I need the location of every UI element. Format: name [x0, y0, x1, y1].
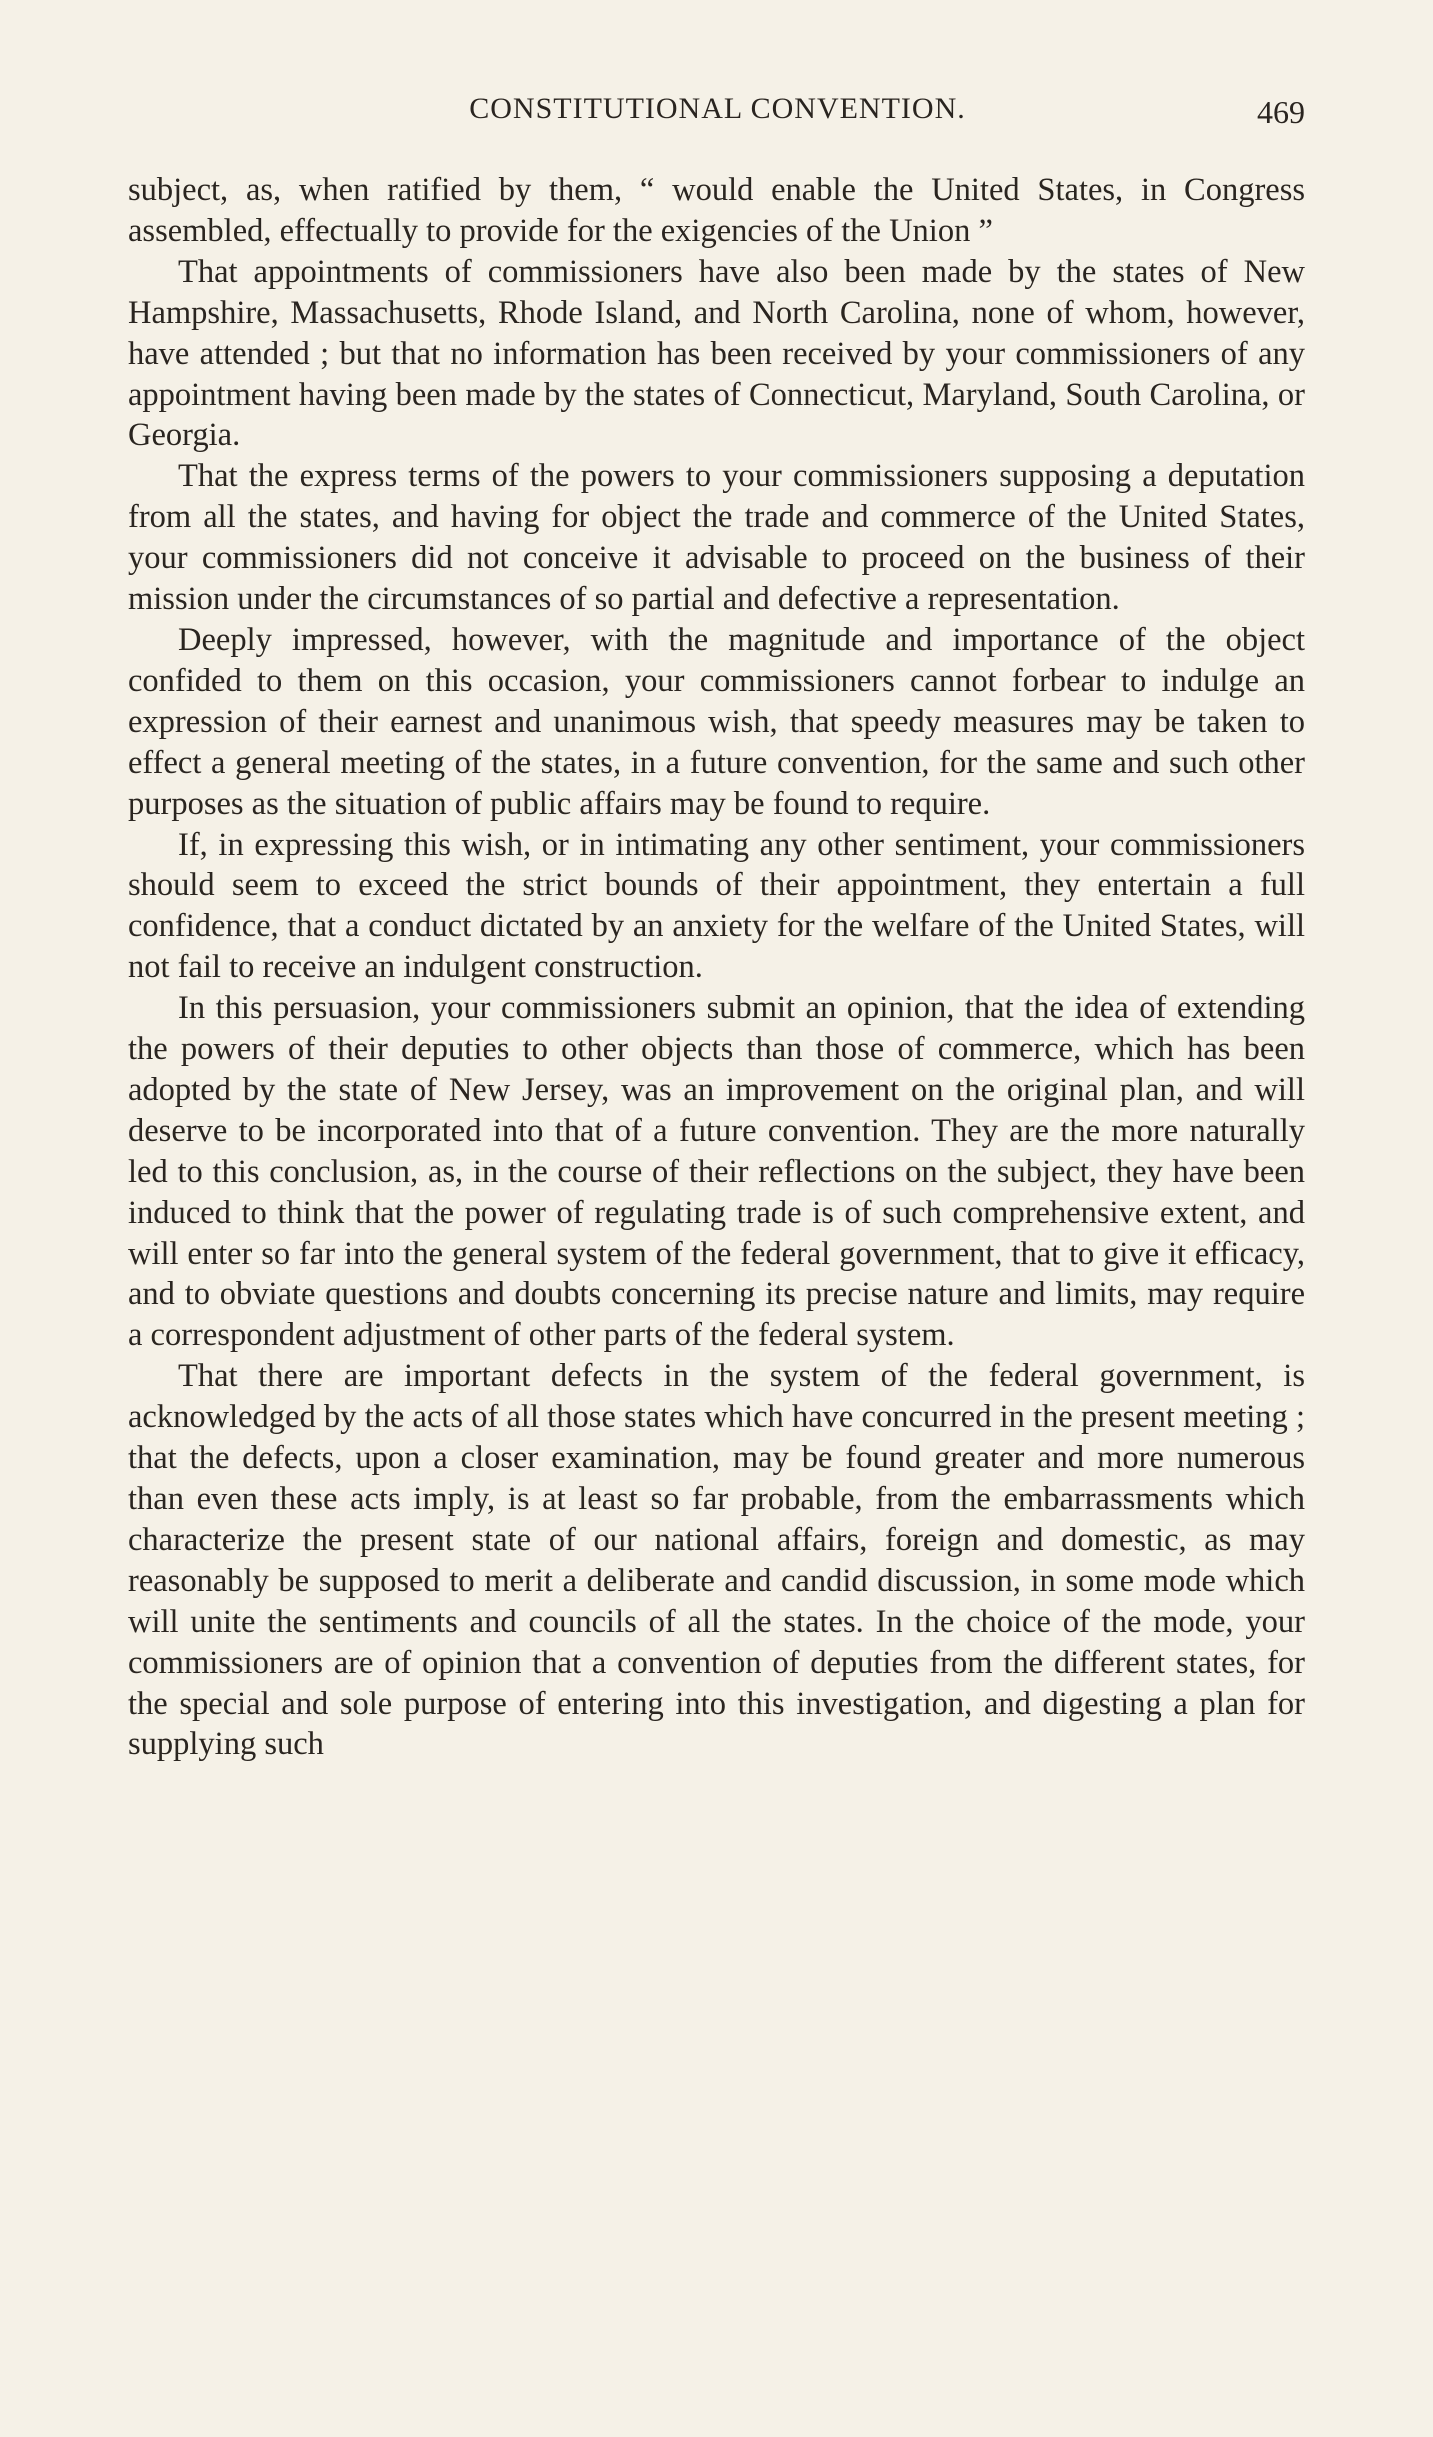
- paragraph: Deeply impressed, however, with the magnitude and importance of the object confided to them on this occasion, your commissioners cannot forbear to indulge an expression of their earnest and unanimous wish, that speedy measures may be taken to effect a general meeting of the states, in a future convention, for the same and such other purposes as the situation of public affairs may be found to require.: [128, 621, 1305, 822]
- running-title: CONSTITUTIONAL CONVENTION.: [469, 92, 966, 125]
- page-header: [130, 88, 1305, 138]
- body-text: [128, 170, 1305, 1765]
- paragraph: subject, as, when ratified by them, “ would enable the United States, in Congress assembled, effectually to provide for the exigencies of the Union ”: [128, 172, 1305, 249]
- paragraph: That there are important defects in the system of the federal government, is acknowledged by the acts of all those states which have concurred in the present meeting ; that the defects, upon a closer examination, may be found greater and more numerous than even these acts imply, is at least so far probable, from the embarrassments which characterize the present state of our national affairs, foreign and domestic, as may reasonably be supposed to merit a deliberate and candid discussion, in some mode which will unite the sentiments and councils of all the states. In the choice of the mode, your commissioners are of opinion that a convention of deputies from the different states, for the special and sole purpose of entering into this investigation, and digesting a plan for supplying such: [128, 1358, 1305, 1763]
- page-number: 469: [1257, 94, 1305, 130]
- paragraph: That appointments of commissioners have also been made by the states of New Hampshire, Massachusetts, Rhode Island, and North Carolina, none of whom, however, have attended ; but that no information has been received by your commissioners of any appointment having been made by the states of Connecticut, Maryland, South Carolina, or Georgia.: [128, 253, 1305, 454]
- paragraph: If, in expressing this wish, or in intimating any other sentiment, your commissioners should seem to exceed the strict bounds of their appointment, they entertain a full confidence, that a conduct dictated by an anxiety for the welfare of the United States, will not fail to receive an indulgent construction.: [128, 826, 1305, 986]
- paragraph: In this persuasion, your commissioners submit an opinion, that the idea of extending the powers of their deputies to other objects than those of commerce, which has been adopted by the state of New Jersey, was an improvement on the original plan, and will deserve to be incorporated into that of a future convention. They are the more naturally led to this conclusion, as, in the course of their reflections on the subject, they have been induced to think that the power of regulating trade is of such comprehensive extent, and will enter so far into the general system of the federal government, that to give it efficacy, and to obviate questions and doubts concerning its precise nature and limits, may require a correspondent adjustment of other parts of the federal system.: [128, 990, 1305, 1354]
- paragraph: That the express terms of the powers to your commissioners supposing a deputation from all the states, and having for object the trade and commerce of the United States, your commissioners did not conceive it advisable to proceed on the business of their mission under the circumstances of so partial and defective a representation.: [128, 458, 1305, 618]
